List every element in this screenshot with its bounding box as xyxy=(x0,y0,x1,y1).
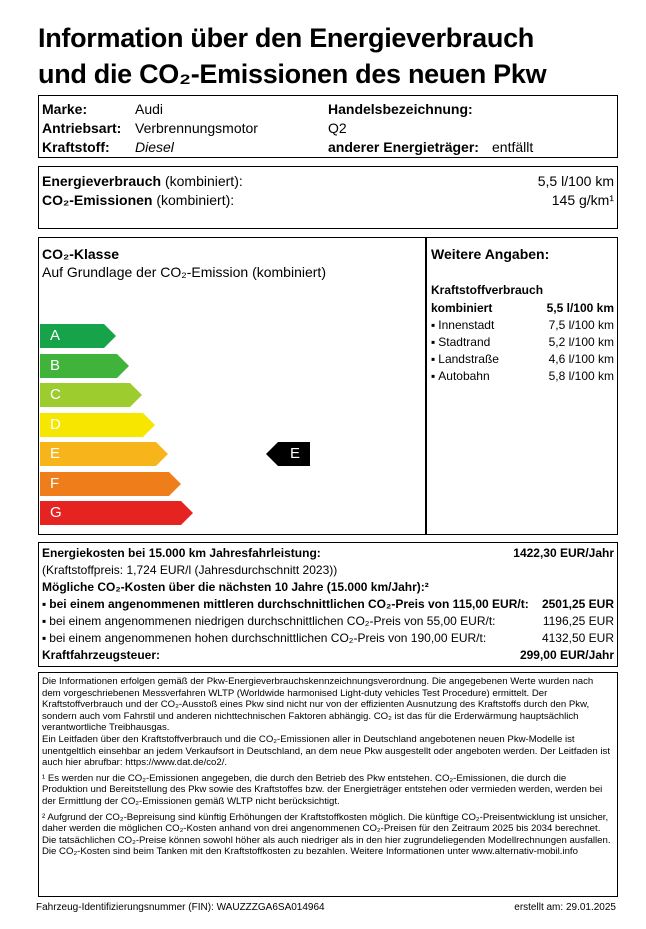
fuel-heading: Kraftstoffverbrauch xyxy=(431,283,544,297)
class-bar-f-label: F xyxy=(50,475,60,492)
info-paragraph-1: Die Informationen erfolgen gemäß der Pkw-Energieverbrauchskennzeichnungsverordnung. Die angegebenen Werte wurden nach dem vorgeschriebenen Messverfahren WLTP (Worldwide harmonised Light-duty vehicles Test Procedure) ermittelt. Der Kraftstoffverbrauch und der CO₂-Ausstoß eines Pkw sind nicht nur von der effizienten Ausnutzung des Kraftstoffs durch den Pkw, sondern auch vom Fahrstil und anderen nichttechnischen Faktoren abhängig. CO₂ ist das für die Erderwärmung hauptsächlich verantwortliche Treibhausgas. xyxy=(42,676,594,734)
steuer-value: 299,00 EUR/Jahr xyxy=(519,648,614,662)
info-paragraph-3: ¹ Es werden nur die CO₂-Emissionen angegeben, die durch den Betrieb des Pkw entstehen. CO₂-Emissionen, die durch die Produktion und Bereitstellung des Pkw sowie des Kraftstoffes bzw. der Energieträger entstehen oder vermieden werden, werden bei der Ermittlung der CO₂-Emissionen gemäß WLTP nicht berücksichtigt. xyxy=(42,772,603,807)
info-paragraph-2: Ein Leitfaden über den Kraftstoffverbrauch und die CO₂-Emissionen aller in Deutschland angebotenen neuen Pkw-Modelle ist unentgeltlich einsehbar an jedem Verkaufsort in Deutschland, an dem neue Pkw ausgestellt oder angeboten werden. Der Leitfaden ist auch hier abrufbar: https://www.dat.de/co2/. xyxy=(42,733,610,769)
kraftstoffpreis: (Kraftstoffpreis: 1,724 EUR/l (Jahresdurchschnitt 2023)) xyxy=(42,563,338,577)
kraftstoff-label: Kraftstoff: xyxy=(42,139,110,155)
title-line-2: und die CO₂-Emissionen des neuen Pkw xyxy=(38,59,547,89)
antrieb-value: Verbrennungsmotor xyxy=(135,120,258,136)
co2-row xyxy=(42,191,234,209)
title-line-1: Information über den Energieverbrauch xyxy=(38,23,534,53)
class-bar-d xyxy=(40,413,165,437)
energiekosten-label: Energiekosten bei 15.000 km Jahresfahrleistung: xyxy=(42,546,321,560)
anderer-value: entfällt xyxy=(492,139,534,155)
autobahn-value: 5,8 l/100 km xyxy=(548,369,614,383)
page-title xyxy=(38,20,546,92)
hoch-value: 4132,50 EUR xyxy=(541,631,614,645)
class-bar-e xyxy=(40,442,175,466)
class-bar-g-shape xyxy=(40,501,193,525)
kraftstoff-value: Diesel xyxy=(135,139,174,155)
energie-value: 5,5 l/100 km xyxy=(537,173,614,189)
weitere-heading: Weitere Angaben: xyxy=(431,246,550,262)
class-bar-f-shape xyxy=(40,472,181,496)
co2-value: 145 g/km¹ xyxy=(551,192,614,208)
column-divider xyxy=(425,237,427,534)
co2-label: CO₂-Emissionen xyxy=(42,192,153,208)
class-bar-a-label: A xyxy=(50,327,61,344)
class-bar-c xyxy=(40,383,150,407)
anderer-label: anderer Energieträger: xyxy=(328,139,479,155)
innenstadt-label: ▪ Innenstadt xyxy=(431,317,494,334)
class-bar-b xyxy=(40,354,140,378)
co2-suffix: (kombiniert): xyxy=(152,192,235,208)
hoch-label: ▪ bei einem angenommenen hohen durchschnittlichen CO₂-Preis von 190,00 EUR/t: xyxy=(42,630,486,647)
current-class-label: E xyxy=(290,445,301,462)
fin-text: Fahrzeug-Identifizierungsnummer (FIN): WAUZZZGA6SA014964 xyxy=(36,902,325,913)
mittel-value: 2501,25 EUR xyxy=(541,597,614,611)
energie-label: Energieverbrauch xyxy=(42,173,162,189)
mittel-label: ▪ bei einem angenommenen mittleren durchschnittlichen CO₂-Preis von 115,00 EUR/t: xyxy=(42,596,529,613)
co2-kosten-label: Mögliche CO₂-Kosten über die nächsten 10 Jahre (15.000 km/Jahr):² xyxy=(42,580,429,594)
class-bar-d-label: D xyxy=(50,416,61,433)
info-paragraph-4: ² Aufgrund der CO₂-Bepreisung sind künftig Erhöhungen der Kraftstoffkosten möglich. Die künftige CO₂-Preisentwicklung ist unsicher, daher werden die möglichen CO₂-Kosten anhand von drei angenommenen CO₂-Preisen für den Zeitraum 2025 bis 2034 berechnet. Die tatsächlichen CO₂-Preise können sowohl höher als auch niedriger als in den hier zugrundeliegenden Modellrechnungen ausfallen. Die CO₂-Kosten sind beim Tanken mit den Kraftstoffkosten zu bezahlen. Weitere Informationen unter www.alternativ-mobil.info xyxy=(42,811,611,858)
marke-value: Audi xyxy=(135,101,164,117)
stadtrand-value: 5,2 l/100 km xyxy=(548,335,614,349)
class-bar-g xyxy=(40,501,200,525)
landstrasse-value: 4,6 l/100 km xyxy=(548,352,614,366)
stadtrand-label: ▪ Stadtrand xyxy=(431,334,490,351)
energiekosten-value: 1422,30 EUR/Jahr xyxy=(513,546,614,560)
landstrasse-label: ▪ Landstraße xyxy=(431,351,499,368)
class-bar-a xyxy=(40,324,120,348)
energie-suffix: (kombiniert): xyxy=(161,173,243,189)
co2-class-heading: CO₂-Klasse xyxy=(42,246,120,262)
autobahn-label: ▪ Autobahn xyxy=(431,368,490,385)
class-bar-b-label: B xyxy=(50,357,61,374)
steuer-label: Kraftfahrzeugsteuer: xyxy=(42,648,161,662)
current-class-marker xyxy=(266,442,310,471)
antrieb-label: Antriebsart: xyxy=(42,120,122,136)
class-bar-f xyxy=(40,472,190,496)
kombiniert-value: 5,5 l/100 km xyxy=(546,301,614,315)
handel-label: Handelsbezeichnung: xyxy=(328,101,473,117)
class-bar-g-label: G xyxy=(50,504,62,521)
handel-value: Q2 xyxy=(328,120,347,136)
niedrig-value: 1196,25 EUR xyxy=(542,614,614,628)
current-class-arrow-shape xyxy=(266,442,310,466)
info-text xyxy=(42,676,612,858)
co2-class-subheading: Auf Grundlage der CO₂-Emission (kombiniert) xyxy=(42,264,326,280)
energie-row xyxy=(42,172,243,190)
innenstadt-value: 7,5 l/100 km xyxy=(548,318,614,332)
class-bar-e-label: E xyxy=(50,445,61,462)
niedrig-label: ▪ bei einem angenommenen niedrigen durchschnittlichen CO₂-Preis von 55,00 EUR/t: xyxy=(42,613,496,630)
class-bar-c-label: C xyxy=(50,386,61,403)
marke-label: Marke: xyxy=(42,101,88,117)
kombiniert-label: kombiniert xyxy=(431,301,493,315)
erstellt-text: erstellt am: 29.01.2025 xyxy=(514,902,616,913)
